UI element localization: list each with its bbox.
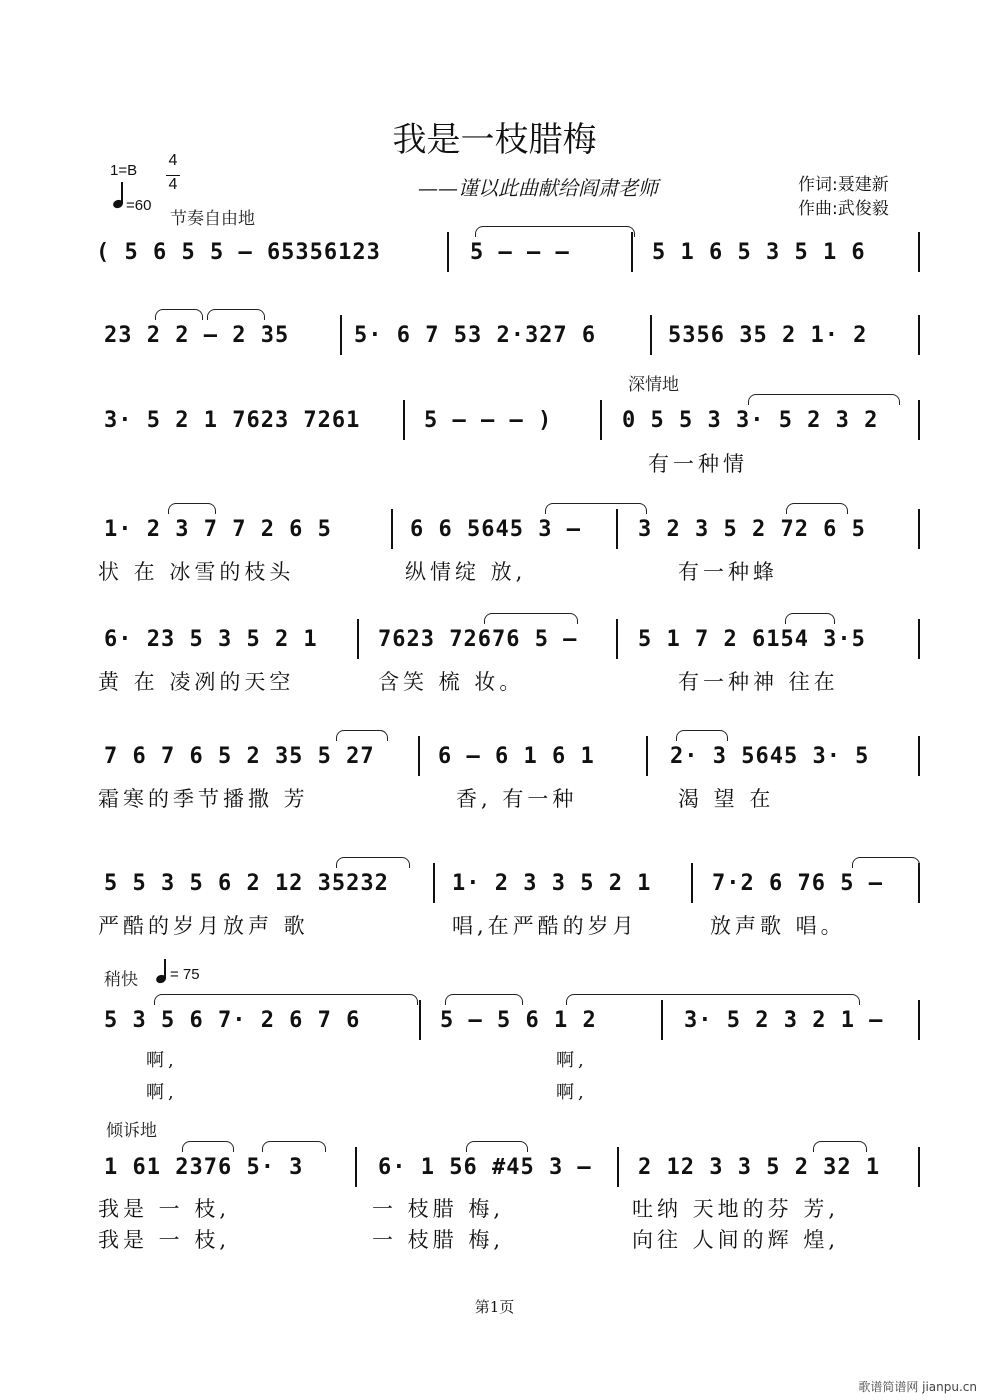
barline (918, 509, 920, 549)
lyric-line: 啊, (556, 1050, 588, 1071)
row8-m1: 5 3 5 6 7· 2 6 7 6 (104, 1008, 361, 1033)
tie (336, 730, 388, 741)
lyric-line: 黄 在 凌冽的天空 (98, 670, 295, 694)
tie (786, 503, 848, 514)
row2-m1: 23 2 2 – 2 35 (104, 323, 290, 348)
barline (650, 315, 652, 355)
barline (616, 619, 618, 659)
barline (355, 1147, 357, 1187)
row4-m3: 3 2 3 5 2 72 6 5 (638, 517, 866, 542)
lyric-line-2: 啊, (556, 1082, 588, 1103)
lyric-line: 放声歌 唱。 (710, 914, 846, 938)
barline (357, 619, 359, 659)
lyric-line: 吐纳 天地的芬 芳, (632, 1197, 840, 1221)
barline (391, 509, 393, 549)
tie (168, 503, 216, 514)
lyric-line: 严酷的岁月放声 歌 (98, 914, 309, 938)
tie (466, 1141, 528, 1152)
tie (566, 994, 860, 1005)
lyric-line: 有一种神 往在 (678, 670, 839, 694)
tempo-marking-2: = 75 (170, 966, 200, 983)
lyric-line: 啊, (146, 1050, 178, 1071)
row2-m3: 5356 35 2 1· 2 (668, 323, 868, 348)
lyric-line: 含笑 梳 妆。 (378, 670, 525, 694)
tie (262, 1141, 326, 1152)
barline (691, 863, 693, 903)
quarter-note-stem (164, 959, 166, 979)
barline (433, 863, 435, 903)
row3-m2: 5 – – – ) (424, 408, 553, 433)
barline (418, 736, 420, 776)
barline (918, 1000, 920, 1040)
barline (918, 863, 920, 903)
barline (918, 1147, 920, 1187)
row9-m3: 2 12 3 3 5 2 32 1 (638, 1155, 881, 1180)
row9-m2: 6· 1 56 #45 3 – (378, 1155, 592, 1180)
key-signature: 1=B (110, 162, 138, 179)
row3-m3: 0 5 5 3 3· 5 2 3 2 (622, 408, 879, 433)
tie (484, 613, 578, 624)
tie (182, 1141, 234, 1152)
tie (676, 730, 728, 741)
tie (475, 226, 635, 237)
barline (419, 1000, 421, 1040)
row3-m1: 3· 5 2 1 7623 7261 (104, 408, 361, 433)
row4-m1: 1· 2 3 7 7 2 6 5 (104, 517, 332, 542)
lyric-line-2: 我是 一 枝, (98, 1228, 231, 1252)
barline (616, 509, 618, 549)
barline (918, 619, 920, 659)
tie (748, 394, 900, 405)
lyric-line: 香, 有一种 (456, 787, 578, 811)
lyric-line: 唱,在严酷的岁月 (452, 914, 638, 938)
composer-credit: 作曲:武俊毅 (798, 199, 889, 219)
row8-m2: 5 – 5 6 1 2 (440, 1008, 597, 1033)
barline (600, 400, 602, 440)
watermark: 歌谱简谱网 jianpu.cn (858, 1380, 977, 1394)
time-signature-top: 4 (168, 152, 178, 169)
barline (918, 232, 920, 272)
tie (207, 309, 265, 320)
row6-m1: 7 6 7 6 5 2 35 5 27 (104, 744, 375, 769)
lyric-line: 霜寒的季节播撒 芳 (98, 787, 309, 811)
barline (631, 232, 633, 272)
lyric-line: 渴 望 在 (678, 787, 775, 811)
row6-m2: 6 – 6 1 6 1 (438, 744, 595, 769)
tie (545, 503, 647, 514)
lyric-line: 有一种蜂 (678, 560, 778, 584)
row7-m1: 5 5 3 5 6 2 12 35232 (104, 871, 389, 896)
expression-faster: 稍快 (104, 970, 138, 990)
tie (154, 994, 418, 1005)
expression-free: 节奏自由地 (170, 209, 255, 229)
row6-m3: 2· 3 5645 3· 5 (670, 744, 870, 769)
lyric-line: 一 枝腊 梅, (372, 1197, 505, 1221)
barline (918, 736, 920, 776)
lyric-line: 纵情绽 放, (405, 560, 527, 584)
tie (336, 857, 410, 868)
lyric-line: 状 在 冰雪的枝头 (98, 560, 295, 584)
page-number: 第1页 (474, 1298, 515, 1316)
song-subtitle: ——谨以此曲献给阎肃老师 (418, 176, 658, 200)
lyricist-credit: 作词:聂建新 (798, 175, 889, 195)
row8-m3: 3· 5 2 3 2 1 – (684, 1008, 884, 1033)
lyric-line: 有一种情 (648, 452, 748, 476)
repeat-barline (340, 315, 342, 355)
song-title: 我是一枝腊梅 (392, 120, 597, 160)
lyric-line-2: 一 枝腊 梅, (372, 1228, 505, 1252)
row1-m2: 5 – – – (470, 240, 570, 265)
time-signature-bottom: 4 (168, 176, 178, 193)
tie (445, 994, 523, 1005)
expression-tell: 倾诉地 (106, 1121, 157, 1141)
barline (661, 1000, 663, 1040)
row2-m2: 5· 6 7 53 2·327 6 (354, 323, 597, 348)
quarter-note-stem (121, 182, 123, 204)
tie (852, 857, 920, 868)
row4-m2: 6 6 5645 3 – (410, 517, 581, 542)
lyric-line: 我是 一 枝, (98, 1197, 231, 1221)
lyric-line-2: 向往 人间的辉 煌, (632, 1228, 840, 1252)
barline (447, 232, 449, 272)
barline (918, 315, 920, 355)
row7-m2: 1· 2 3 3 5 2 1 (452, 871, 652, 896)
tie (155, 309, 203, 320)
row5-m2: 7623 72676 5 – (378, 627, 578, 652)
barline (646, 736, 648, 776)
row1-m3: 5 1 6 5 3 5 1 6 (652, 240, 866, 265)
barline (617, 1147, 619, 1187)
expression-deep: 深情地 (628, 375, 679, 395)
row5-m3: 5 1 7 2 6154 3·5 (638, 627, 866, 652)
row5-m1: 6· 23 5 3 5 2 1 (104, 627, 318, 652)
tie (813, 1141, 867, 1152)
row9-m1: 1 61 2376 5· 3 (104, 1155, 304, 1180)
tie (785, 613, 835, 624)
barline (403, 400, 405, 440)
lyric-line-2: 啊, (146, 1082, 178, 1103)
row7-m3: 7·2 6 76 5 – (712, 871, 883, 896)
row1-m1: ( 5 6 5 5 – 65356123 (96, 240, 381, 265)
barline (918, 400, 920, 440)
tempo-marking: =60 (126, 197, 152, 214)
